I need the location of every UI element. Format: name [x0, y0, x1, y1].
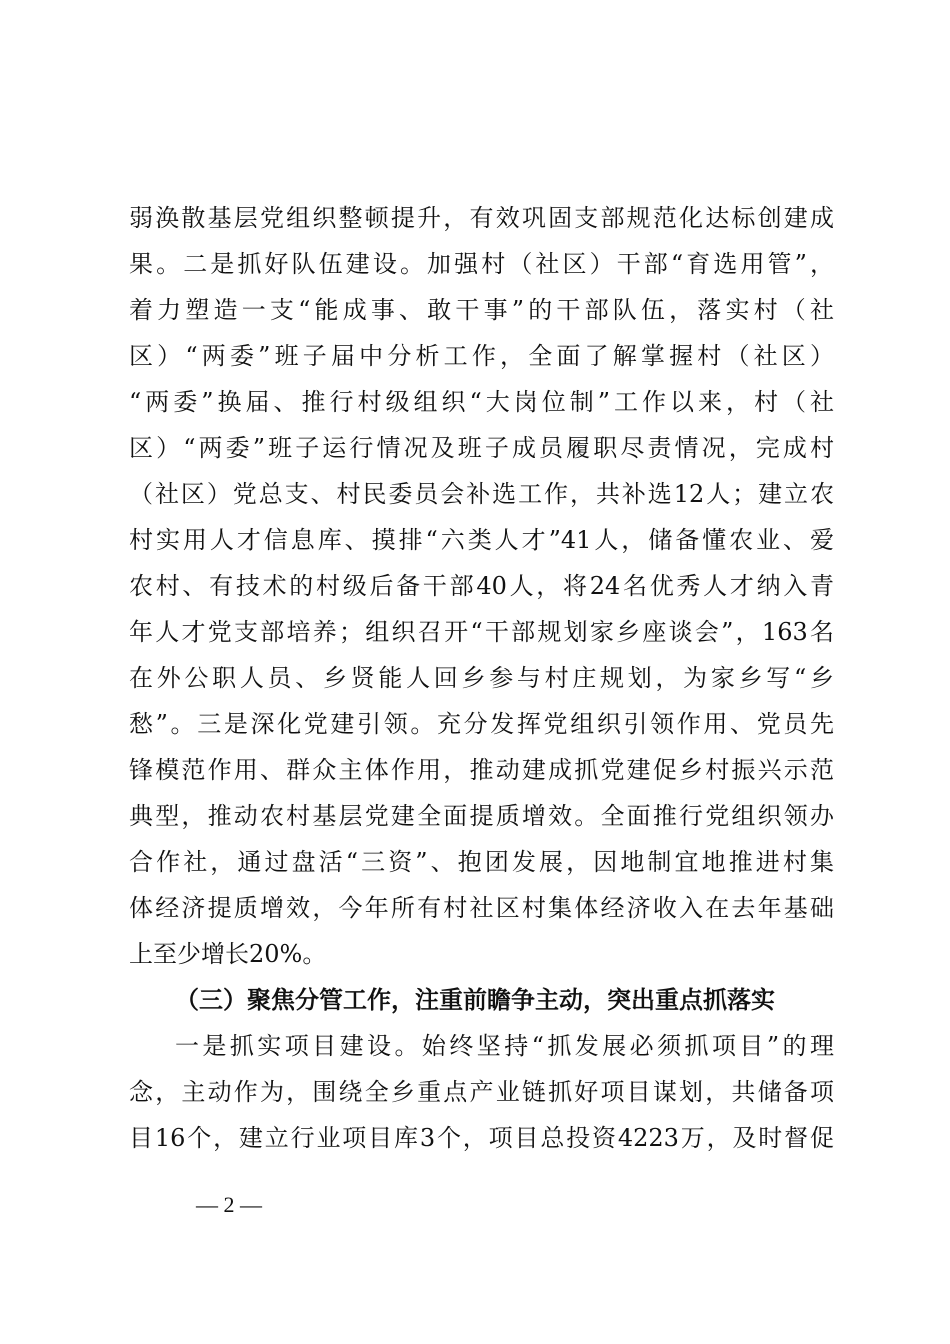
body-line: 农村、有技术的村级后备干部40人，将24名优秀人才纳入青: [129, 572, 834, 600]
document-body: [129, 195, 834, 1161]
body-line: 合作社，通过盘活“三资”、抱团发展，因地制宜地推进村集: [129, 848, 834, 876]
page-number: — 2 —: [196, 1192, 262, 1217]
body-line: 果。二是抓好队伍建设。加强村（社区）干部“育选用管”，: [129, 250, 834, 278]
body-line: 在外公职人员、乡贤能人回乡参与村庄规划，为家乡写“乡: [129, 664, 834, 692]
body-line: 区）“两委”班子运行情况及班子成员履职尽责情况，完成村: [129, 434, 834, 462]
body-line: 上至少增长20%。: [129, 940, 327, 968]
body-line: 锋模范作用、群众主体作用，推动建成抓党建促乡村振兴示范: [129, 756, 834, 784]
section-heading: （三）聚焦分管工作，注重前瞻争主动，突出重点抓落实: [175, 985, 775, 1014]
body-line: 着力塑造一支“能成事、敢干事”的干部队伍，落实村（社: [129, 296, 834, 324]
body-line: 典型，推动农村基层党建全面提质增效。全面推行党组织领办: [129, 802, 834, 830]
body-line: 愁”。三是深化党建引领。充分发挥党组织引领作用、党员先: [129, 710, 834, 738]
body-line: 弱涣散基层党组织整顿提升，有效巩固支部规范化达标创建成: [129, 204, 834, 232]
body-line: 区）“两委”班子届中分析工作，全面了解掌握村（社区）: [129, 342, 834, 370]
body-line: 体经济提质增效，今年所有村社区村集体经济收入在去年基础: [129, 894, 834, 922]
body-line: “两委”换届、推行村级组织“大岗位制”工作以来，村（社: [129, 388, 834, 416]
body-line: 村实用人才信息库、摸排“六类人才”41人，储备懂农业、爱: [129, 526, 834, 554]
paragraph-line: 一是抓实项目建设。始终坚持“抓发展必须抓项目”的理: [175, 1032, 834, 1060]
body-line: 年人才党支部培养；组织召开“干部规划家乡座谈会”，163名: [129, 618, 834, 646]
paragraph-line: 念，主动作为，围绕全乡重点产业链抓好项目谋划，共储备项: [129, 1078, 834, 1106]
body-line: （社区）党总支、村民委员会补选工作，共补选12人；建立农: [129, 480, 834, 508]
paragraph-line: 目16个，建立行业项目库3个，项目总投资4223万，及时督促: [129, 1124, 834, 1152]
